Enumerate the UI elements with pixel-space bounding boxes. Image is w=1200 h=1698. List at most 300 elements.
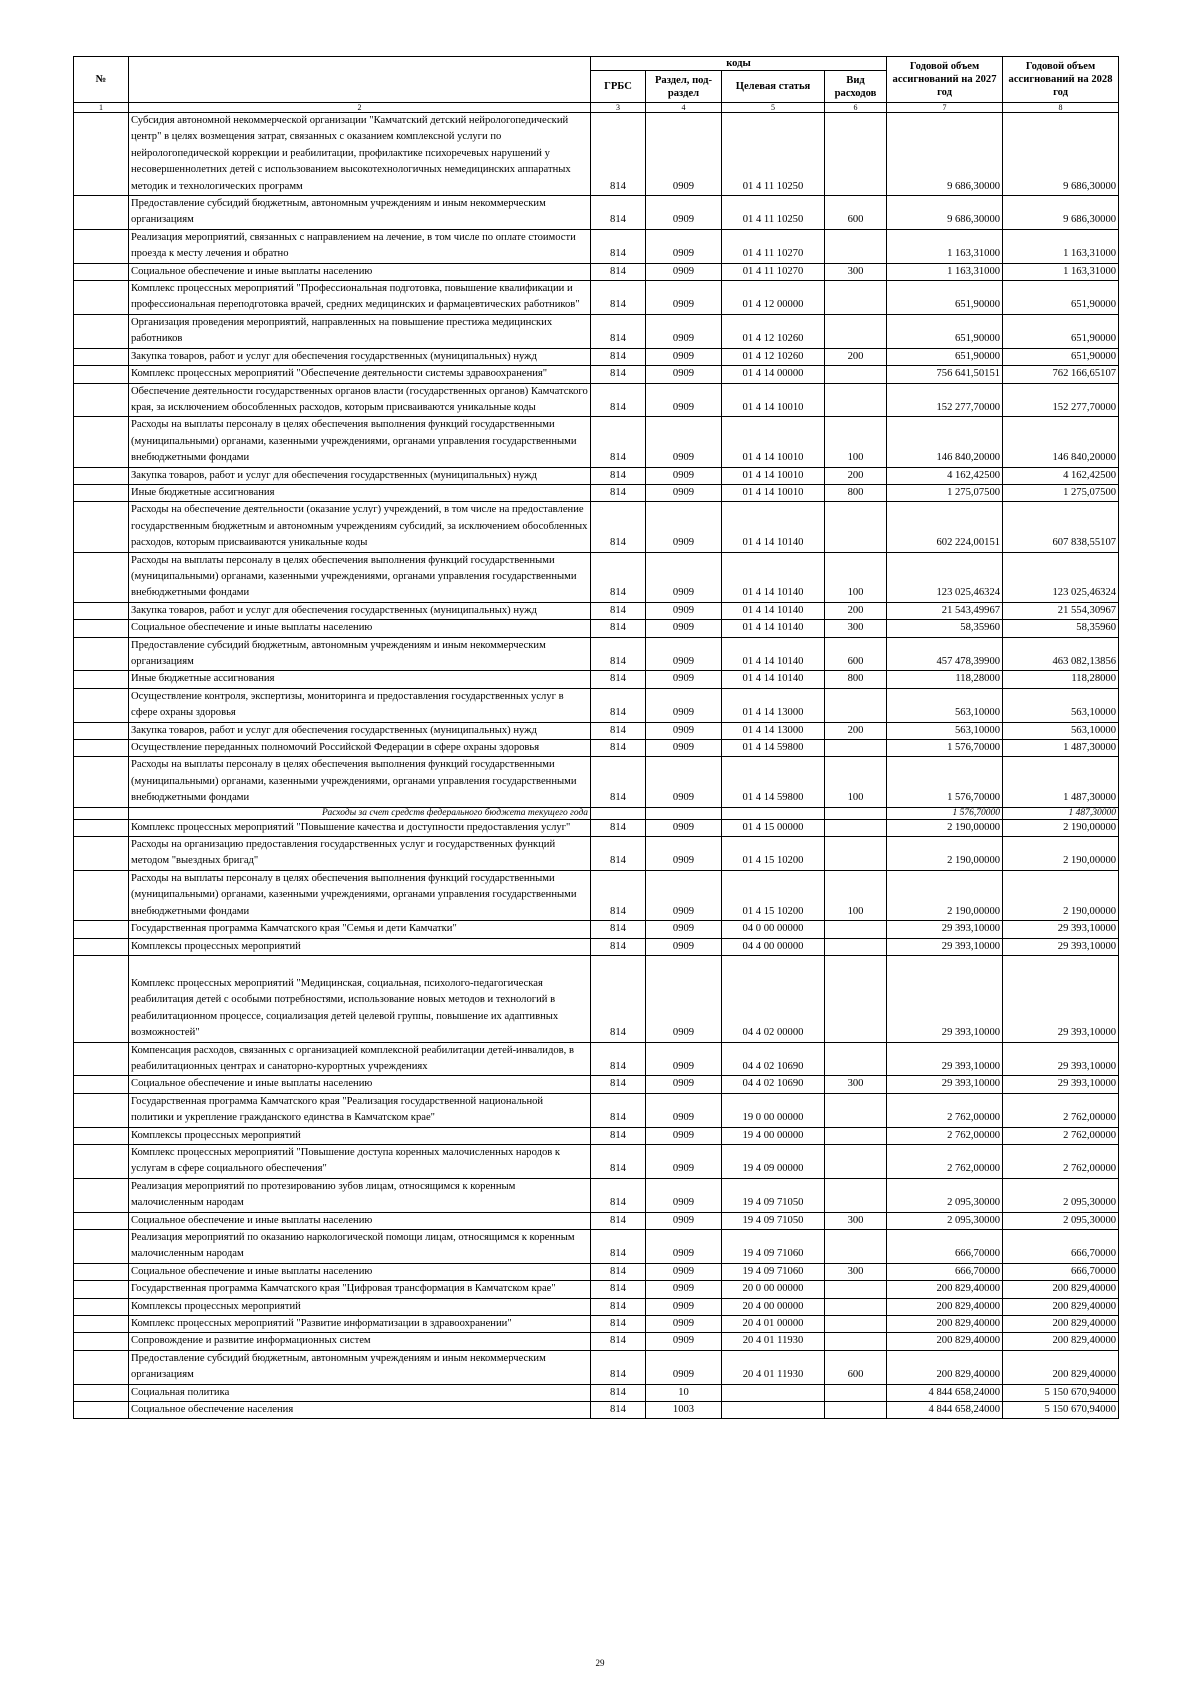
row-target: 01 4 15 00000: [722, 819, 825, 836]
row-name: Социальное обеспечение и иные выплаты населению: [129, 263, 591, 280]
row-name: Расходы на выплаты персоналу в целях обеспечения выполнения функций государственными (муниципальными) органами, казенными учреждениями, органами управления государственными внебюджетными фондами: [129, 870, 591, 920]
row-number: [74, 417, 129, 467]
row-section: 0909: [646, 366, 722, 383]
row-section: 0909: [646, 1316, 722, 1333]
row-amount-2028: 118,28000: [1003, 671, 1119, 688]
row-grbs: 814: [591, 837, 646, 871]
row-grbs: 814: [591, 757, 646, 807]
row-section: 0909: [646, 113, 722, 196]
row-target: 19 4 00 00000: [722, 1127, 825, 1144]
row-exp-type: [825, 807, 887, 819]
col-number: 8: [1003, 103, 1119, 113]
table-row: [74, 263, 1119, 280]
row-exp-type: 100: [825, 870, 887, 920]
row-exp-type: [825, 314, 887, 348]
row-grbs: 814: [591, 671, 646, 688]
row-name: Социальное обеспечение населения: [129, 1402, 591, 1419]
table-row: [74, 637, 1119, 671]
table-row: [74, 552, 1119, 602]
row-section: 0909: [646, 1127, 722, 1144]
header-name: [129, 57, 591, 103]
col-number: 3: [591, 103, 646, 113]
row-amount-2027: 666,70000: [887, 1263, 1003, 1280]
row-amount-2028: 152 277,70000: [1003, 383, 1119, 417]
row-amount-2027: 2 762,00000: [887, 1127, 1003, 1144]
row-target: 01 4 11 10250: [722, 113, 825, 196]
table-row: [74, 1076, 1119, 1093]
row-name: Закупка товаров, работ и услуг для обеспечения государственных (муниципальных) нужд: [129, 722, 591, 739]
table-row: [74, 366, 1119, 383]
header-exp-type: Вид расходов: [825, 71, 887, 103]
table-row: [74, 1144, 1119, 1178]
row-amount-2027: 4 844 658,24000: [887, 1402, 1003, 1419]
row-exp-type: [825, 1178, 887, 1212]
row-target: 01 4 14 59800: [722, 757, 825, 807]
table-body: [74, 113, 1119, 1419]
row-amount-2027: 1 576,70000: [887, 740, 1003, 757]
row-name: Предоставление субсидий бюджетным, автономным учреждениям и иным некоммерческим организациям: [129, 637, 591, 671]
row-name: Комплексы процессных мероприятий: [129, 1127, 591, 1144]
table-row: [74, 1263, 1119, 1280]
row-amount-2028: 1 163,31000: [1003, 263, 1119, 280]
row-exp-type: 200: [825, 467, 887, 484]
row-exp-type: [825, 1093, 887, 1127]
row-section: 0909: [646, 552, 722, 602]
row-exp-type: [825, 938, 887, 955]
row-amount-2027: 29 393,10000: [887, 938, 1003, 955]
row-grbs: 814: [591, 921, 646, 938]
row-exp-type: 200: [825, 722, 887, 739]
row-number: [74, 870, 129, 920]
row-section: 0909: [646, 348, 722, 365]
row-grbs: 814: [591, 366, 646, 383]
row-number: [74, 955, 129, 1042]
row-target: 19 0 00 00000: [722, 1093, 825, 1127]
col-number: 7: [887, 103, 1003, 113]
row-number: [74, 1178, 129, 1212]
table-row: [74, 602, 1119, 619]
table-row: [74, 620, 1119, 637]
row-section: 0909: [646, 467, 722, 484]
row-target: 01 4 14 10140: [722, 620, 825, 637]
header-target: Целевая статья: [722, 71, 825, 103]
row-amount-2028: 1 487,30000: [1003, 757, 1119, 807]
table-row: [74, 671, 1119, 688]
row-amount-2028: 200 829,40000: [1003, 1350, 1119, 1384]
row-exp-type: 100: [825, 757, 887, 807]
row-grbs: 814: [591, 113, 646, 196]
row-amount-2027: 200 829,40000: [887, 1333, 1003, 1350]
row-name: Обеспечение деятельности государственных органов власти (государственных органов) Камчатского края, за исключением обособленных расходов, которым присваиваются уникальные коды: [129, 383, 591, 417]
row-amount-2028: 146 840,20000: [1003, 417, 1119, 467]
row-section: 0909: [646, 955, 722, 1042]
row-amount-2028: 29 393,10000: [1003, 921, 1119, 938]
row-target: 19 4 09 71050: [722, 1178, 825, 1212]
row-grbs: [591, 807, 646, 819]
row-amount-2027: 123 025,46324: [887, 552, 1003, 602]
row-name: Расходы на выплаты персоналу в целях обеспечения выполнения функций государственными (муниципальными) органами, казенными учреждениями, органами управления государственными внебюджетными фондами: [129, 757, 591, 807]
table-row: [74, 1350, 1119, 1384]
row-grbs: 814: [591, 722, 646, 739]
row-amount-2028: 29 393,10000: [1003, 938, 1119, 955]
row-name: Комплекс процессных мероприятий "Повышение качества и доступности предоставления услуг": [129, 819, 591, 836]
row-amount-2027: 4 162,42500: [887, 467, 1003, 484]
row-target: 01 4 14 10140: [722, 637, 825, 671]
row-amount-2027: 2 762,00000: [887, 1093, 1003, 1127]
row-section: 0909: [646, 383, 722, 417]
row-exp-type: [825, 1333, 887, 1350]
row-amount-2028: 5 150 670,94000: [1003, 1402, 1119, 1419]
row-amount-2027: 29 393,10000: [887, 921, 1003, 938]
row-amount-2028: 123 025,46324: [1003, 552, 1119, 602]
row-section: 0909: [646, 1144, 722, 1178]
row-amount-2028: 563,10000: [1003, 688, 1119, 722]
row-grbs: 814: [591, 1178, 646, 1212]
row-amount-2027: 602 224,00151: [887, 502, 1003, 552]
row-target: 01 4 14 10140: [722, 602, 825, 619]
row-amount-2027: 563,10000: [887, 688, 1003, 722]
row-amount-2028: 200 829,40000: [1003, 1316, 1119, 1333]
row-amount-2027: 756 641,50151: [887, 366, 1003, 383]
table-row: [74, 722, 1119, 739]
row-number: [74, 1076, 129, 1093]
row-target: 01 4 15 10200: [722, 870, 825, 920]
row-amount-2028: 651,90000: [1003, 281, 1119, 315]
row-number: [74, 467, 129, 484]
row-amount-2027: 2 762,00000: [887, 1144, 1003, 1178]
row-name: Предоставление субсидий бюджетным, автономным учреждениям и иным некоммерческим организациям: [129, 1350, 591, 1384]
row-amount-2028: 2 762,00000: [1003, 1127, 1119, 1144]
row-amount-2027: 29 393,10000: [887, 1042, 1003, 1076]
row-name: Комплекс процессных мероприятий "Развитие информатизации в здравоохранении": [129, 1316, 591, 1333]
row-exp-type: [825, 1281, 887, 1298]
row-section: 0909: [646, 837, 722, 871]
table-row: [74, 113, 1119, 196]
row-exp-type: [825, 837, 887, 871]
header-2028: Годовой объем ассигнований на 2028 год: [1003, 57, 1119, 103]
row-number: [74, 1093, 129, 1127]
row-number: [74, 552, 129, 602]
header-grbs: ГРБС: [591, 71, 646, 103]
row-amount-2028: 9 686,30000: [1003, 196, 1119, 230]
table-row: [74, 688, 1119, 722]
row-target: 01 4 12 10260: [722, 348, 825, 365]
row-section: 1003: [646, 1402, 722, 1419]
row-exp-type: [825, 1384, 887, 1401]
row-exp-type: 300: [825, 620, 887, 637]
row-grbs: 814: [591, 870, 646, 920]
row-grbs: 814: [591, 602, 646, 619]
row-section: 0909: [646, 637, 722, 671]
row-target: 01 4 12 10260: [722, 314, 825, 348]
row-amount-2028: 2 190,00000: [1003, 819, 1119, 836]
row-exp-type: 800: [825, 484, 887, 501]
row-exp-type: 600: [825, 196, 887, 230]
row-name: Комплексы процессных мероприятий: [129, 1298, 591, 1315]
row-target: [722, 807, 825, 819]
row-name: Социальная политика: [129, 1384, 591, 1401]
row-amount-2028: 1 487,30000: [1003, 740, 1119, 757]
row-section: 0909: [646, 1350, 722, 1384]
row-target: 01 4 11 10270: [722, 263, 825, 280]
row-grbs: 814: [591, 1281, 646, 1298]
row-number: [74, 740, 129, 757]
row-exp-type: [825, 740, 887, 757]
row-amount-2027: 4 844 658,24000: [887, 1384, 1003, 1401]
table-row: [74, 314, 1119, 348]
row-grbs: 814: [591, 1230, 646, 1264]
row-exp-type: 100: [825, 417, 887, 467]
row-amount-2027: 152 277,70000: [887, 383, 1003, 417]
row-target: 01 4 14 59800: [722, 740, 825, 757]
row-grbs: 814: [591, 1212, 646, 1229]
table-row: [74, 281, 1119, 315]
row-amount-2027: 118,28000: [887, 671, 1003, 688]
table-row: [74, 740, 1119, 757]
table-row: [74, 1333, 1119, 1350]
row-target: 20 4 01 00000: [722, 1316, 825, 1333]
row-amount-2027: 1 576,70000: [887, 807, 1003, 819]
row-name: Субсидия автономной некоммерческой организации "Камчатский детский нейрологопедический центр" в целях возмещения затрат, связанных с оказанием комплексной услуги по нейрологопедической коррекции и реабилитации, профилактике психоречевых нарушений у несовершеннолетних детей с использованием высокотехнологичных немедицинских аппаратных методик и технологических программ: [129, 113, 591, 196]
row-amount-2028: 1 163,31000: [1003, 229, 1119, 263]
row-target: 20 4 01 11930: [722, 1350, 825, 1384]
row-amount-2027: 1 576,70000: [887, 757, 1003, 807]
row-name: Расходы за счет средств федерального бюджета текущего года: [129, 807, 591, 819]
table-row: [74, 1316, 1119, 1333]
row-grbs: 814: [591, 552, 646, 602]
row-amount-2027: 200 829,40000: [887, 1281, 1003, 1298]
row-amount-2028: 563,10000: [1003, 722, 1119, 739]
table-row: [74, 1178, 1119, 1212]
row-exp-type: 200: [825, 348, 887, 365]
header-2027: Годовой объем ассигнований на 2027 год: [887, 57, 1003, 103]
row-number: [74, 348, 129, 365]
row-exp-type: 300: [825, 1076, 887, 1093]
row-name: Государственная программа Камчатского края "Цифровая трансформация в Камчатском крае": [129, 1281, 591, 1298]
row-name: Расходы на выплаты персоналу в целях обеспечения выполнения функций государственными (муниципальными) органами, казенными учреждениями, органами управления государственными внебюджетными фондами: [129, 417, 591, 467]
row-amount-2027: 2 190,00000: [887, 819, 1003, 836]
row-section: 0909: [646, 417, 722, 467]
row-name: Осуществление контроля, экспертизы, мониторинга и предоставления государственных услуг в сфере охраны здоровья: [129, 688, 591, 722]
row-number: [74, 1263, 129, 1280]
row-number: [74, 1127, 129, 1144]
row-amount-2027: 651,90000: [887, 281, 1003, 315]
row-target: 01 4 14 10140: [722, 502, 825, 552]
row-section: 0909: [646, 722, 722, 739]
row-name: Закупка товаров, работ и услуг для обеспечения государственных (муниципальных) нужд: [129, 467, 591, 484]
row-number: [74, 1042, 129, 1076]
row-target: 01 4 14 13000: [722, 722, 825, 739]
row-section: 0909: [646, 671, 722, 688]
row-number: [74, 1144, 129, 1178]
row-section: 0909: [646, 1263, 722, 1280]
table-row: [74, 1042, 1119, 1076]
table-row: [74, 417, 1119, 467]
row-amount-2028: 651,90000: [1003, 348, 1119, 365]
row-name: Реализация мероприятий по оказанию наркологической помощи лицам, относящимся к коренным малочисленным народам: [129, 1230, 591, 1264]
row-number: [74, 229, 129, 263]
row-target: 19 4 09 71060: [722, 1230, 825, 1264]
table-row: [74, 1298, 1119, 1315]
row-number: [74, 314, 129, 348]
row-target: 20 0 00 00000: [722, 1281, 825, 1298]
row-amount-2028: 200 829,40000: [1003, 1281, 1119, 1298]
row-exp-type: [825, 1144, 887, 1178]
row-section: 0909: [646, 314, 722, 348]
table-row: [74, 837, 1119, 871]
row-section: 0909: [646, 1281, 722, 1298]
row-exp-type: [825, 921, 887, 938]
row-number: [74, 688, 129, 722]
row-number: [74, 1298, 129, 1315]
row-section: 0909: [646, 1333, 722, 1350]
row-amount-2027: 2 190,00000: [887, 870, 1003, 920]
row-name: Реализация мероприятий, связанных с направлением на лечение, в том числе по оплате стоимости проезда к месту лечения и обратно: [129, 229, 591, 263]
row-amount-2028: 29 393,10000: [1003, 955, 1119, 1042]
row-name: Расходы на организацию предоставления государственных услуг и государственных функций методом "выездных бригад": [129, 837, 591, 871]
row-number: [74, 1212, 129, 1229]
row-amount-2027: 457 478,39900: [887, 637, 1003, 671]
row-name: Организация проведения мероприятий, направленных на повышение престижа медицинских работников: [129, 314, 591, 348]
row-amount-2027: 200 829,40000: [887, 1316, 1003, 1333]
row-grbs: 814: [591, 1093, 646, 1127]
row-amount-2028: 9 686,30000: [1003, 113, 1119, 196]
row-exp-type: [825, 229, 887, 263]
row-exp-type: [825, 1230, 887, 1264]
row-exp-type: 100: [825, 552, 887, 602]
row-amount-2027: 9 686,30000: [887, 113, 1003, 196]
row-amount-2028: 666,70000: [1003, 1263, 1119, 1280]
row-number: [74, 263, 129, 280]
row-section: 0909: [646, 870, 722, 920]
row-exp-type: [825, 281, 887, 315]
row-number: [74, 281, 129, 315]
row-section: 0909: [646, 1042, 722, 1076]
row-grbs: 814: [591, 229, 646, 263]
row-exp-type: 600: [825, 637, 887, 671]
col-number: 6: [825, 103, 887, 113]
row-number: [74, 1384, 129, 1401]
row-grbs: 814: [591, 484, 646, 501]
row-grbs: 814: [591, 348, 646, 365]
row-name: Социальное обеспечение и иные выплаты населению: [129, 620, 591, 637]
row-target: 01 4 11 10270: [722, 229, 825, 263]
row-exp-type: [825, 955, 887, 1042]
row-exp-type: 300: [825, 1212, 887, 1229]
row-number: [74, 1230, 129, 1264]
row-amount-2028: 2 762,00000: [1003, 1144, 1119, 1178]
row-exp-type: [825, 1127, 887, 1144]
table-note-row: [74, 807, 1119, 819]
row-amount-2028: 21 554,30967: [1003, 602, 1119, 619]
row-amount-2027: 21 543,49967: [887, 602, 1003, 619]
row-target: 01 4 14 10010: [722, 484, 825, 501]
row-name: Иные бюджетные ассигнования: [129, 671, 591, 688]
row-amount-2028: 29 393,10000: [1003, 1076, 1119, 1093]
table-row: [74, 938, 1119, 955]
row-number: [74, 484, 129, 501]
row-section: 0909: [646, 921, 722, 938]
row-number: [74, 620, 129, 637]
row-section: 0909: [646, 620, 722, 637]
table-row: [74, 921, 1119, 938]
row-amount-2028: 1 487,30000: [1003, 807, 1119, 819]
row-number: [74, 637, 129, 671]
table-row: [74, 1127, 1119, 1144]
row-exp-type: 300: [825, 1263, 887, 1280]
row-section: 0909: [646, 1178, 722, 1212]
row-exp-type: 800: [825, 671, 887, 688]
row-name: Комплекс процессных мероприятий "Повышение доступа коренных малочисленных народов к услугам в сфере социального обеспечения": [129, 1144, 591, 1178]
row-exp-type: [825, 1316, 887, 1333]
table-row: [74, 955, 1119, 1042]
row-number: [74, 938, 129, 955]
row-exp-type: 200: [825, 602, 887, 619]
row-amount-2027: 29 393,10000: [887, 955, 1003, 1042]
row-target: 01 4 11 10250: [722, 196, 825, 230]
row-exp-type: [825, 383, 887, 417]
row-exp-type: [825, 113, 887, 196]
row-section: 0909: [646, 938, 722, 955]
row-amount-2028: 666,70000: [1003, 1230, 1119, 1264]
row-grbs: 814: [591, 819, 646, 836]
row-section: 0909: [646, 196, 722, 230]
row-grbs: 814: [591, 314, 646, 348]
table-row: [74, 819, 1119, 836]
table-row: [74, 196, 1119, 230]
row-name: Осуществление переданных полномочий Российской Федерации в сфере охраны здоровья: [129, 740, 591, 757]
row-grbs: 814: [591, 1144, 646, 1178]
row-grbs: 814: [591, 1316, 646, 1333]
row-target: 20 4 00 00000: [722, 1298, 825, 1315]
row-amount-2028: 200 829,40000: [1003, 1298, 1119, 1315]
row-target: 19 4 09 00000: [722, 1144, 825, 1178]
table-row: [74, 1384, 1119, 1401]
row-grbs: 814: [591, 955, 646, 1042]
row-name: Предоставление субсидий бюджетным, автономным учреждениям и иным некоммерческим организациям: [129, 196, 591, 230]
row-name: Закупка товаров, работ и услуг для обеспечения государственных (муниципальных) нужд: [129, 602, 591, 619]
row-name: Реализация мероприятий по протезированию зубов лицам, относящимся к коренным малочисленным народам: [129, 1178, 591, 1212]
row-exp-type: [825, 1042, 887, 1076]
row-number: [74, 196, 129, 230]
row-target: [722, 1402, 825, 1419]
table-row: [74, 757, 1119, 807]
row-number: [74, 921, 129, 938]
row-amount-2027: 2 190,00000: [887, 837, 1003, 871]
row-number: [74, 1281, 129, 1298]
table-row: [74, 467, 1119, 484]
row-grbs: 814: [591, 637, 646, 671]
row-section: 0909: [646, 1212, 722, 1229]
row-grbs: 814: [591, 417, 646, 467]
row-grbs: 814: [591, 467, 646, 484]
row-target: 20 4 01 11930: [722, 1333, 825, 1350]
row-target: 19 4 09 71060: [722, 1263, 825, 1280]
row-grbs: 814: [591, 1402, 646, 1419]
row-grbs: 814: [591, 263, 646, 280]
row-section: 0909: [646, 502, 722, 552]
row-amount-2028: 58,35960: [1003, 620, 1119, 637]
table-row: [74, 1402, 1119, 1419]
row-amount-2028: 607 838,55107: [1003, 502, 1119, 552]
row-exp-type: [825, 1402, 887, 1419]
row-name: Компенсация расходов, связанных с организацией комплексной реабилитации детей-инвалидов, в реабилитационных центрах и санаторно-курортных учреждениях: [129, 1042, 591, 1076]
row-grbs: 814: [591, 1263, 646, 1280]
row-name: Иные бюджетные ассигнования: [129, 484, 591, 501]
row-grbs: 814: [591, 740, 646, 757]
row-amount-2027: 1 275,07500: [887, 484, 1003, 501]
row-exp-type: [825, 366, 887, 383]
